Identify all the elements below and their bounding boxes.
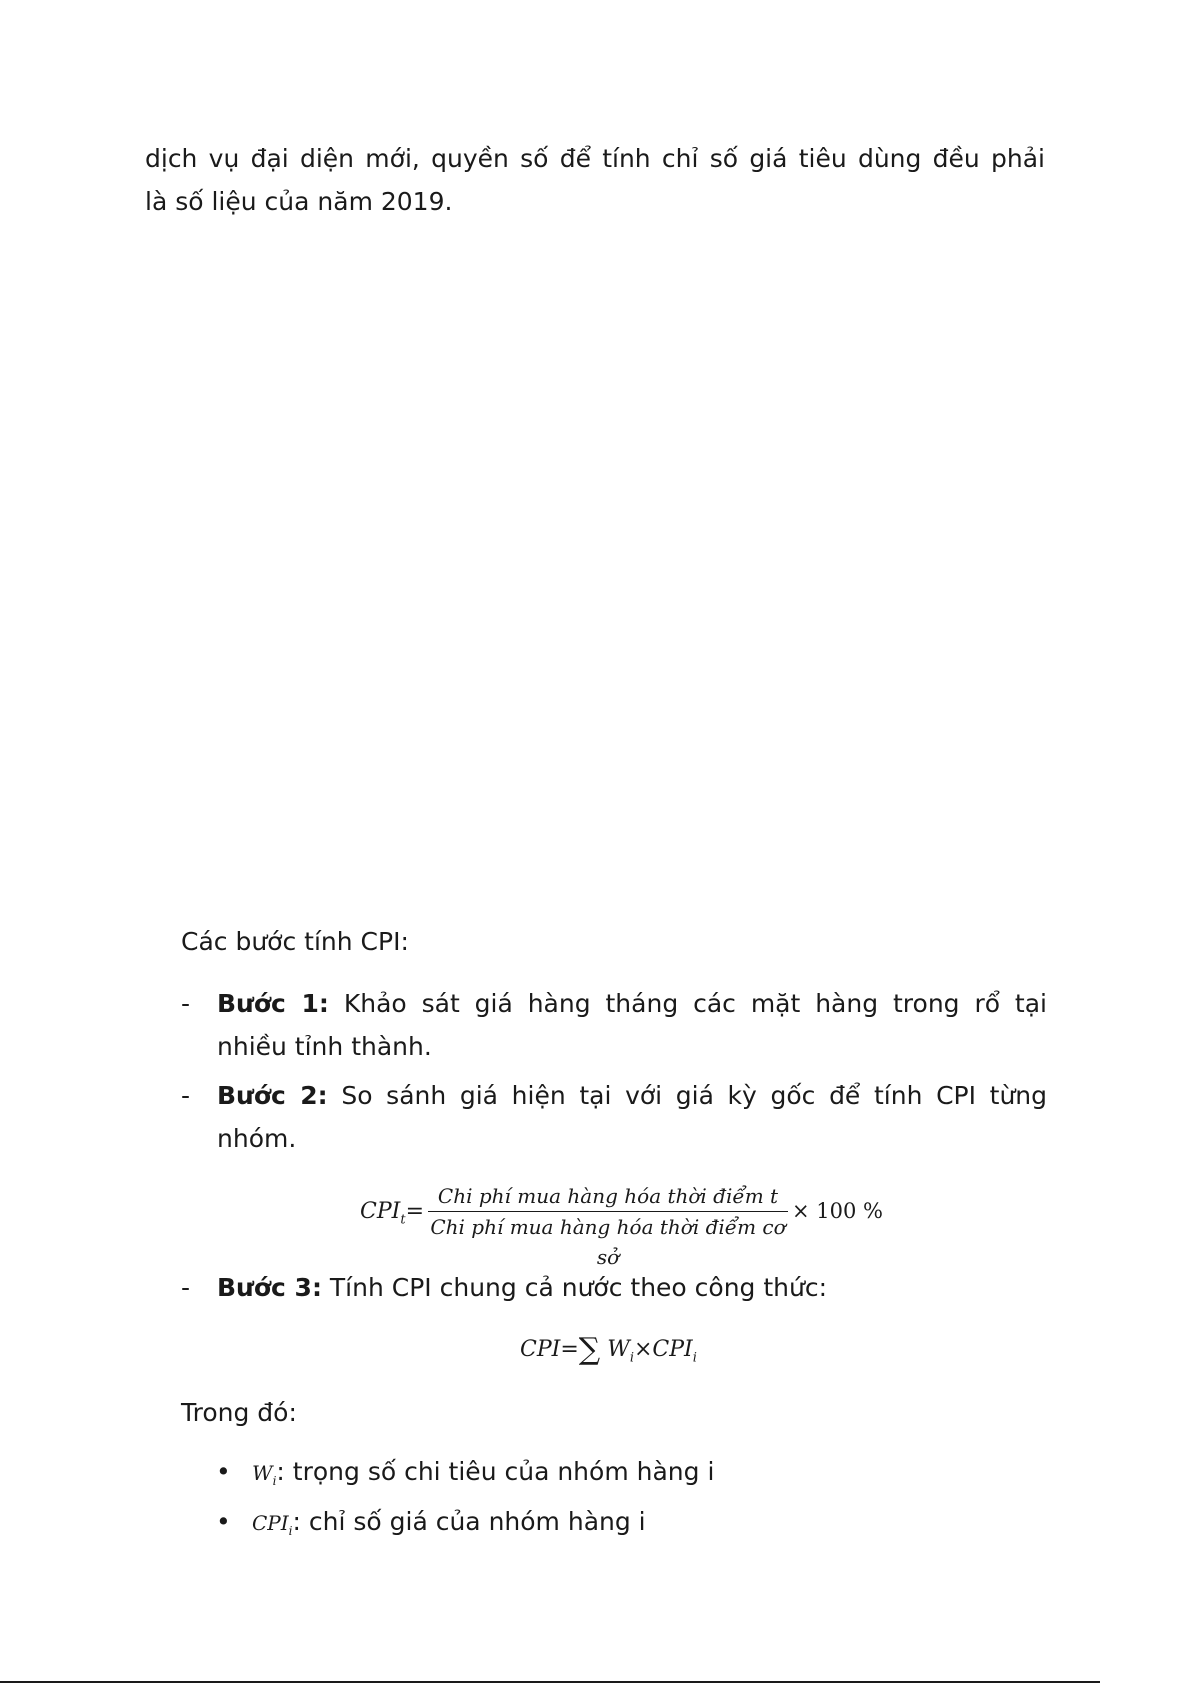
definition-symbol: $W_i$ (252, 1461, 277, 1488)
step-label: Bước 3: (217, 1273, 322, 1302)
definition-text: : chỉ số giá của nhóm hàng i (292, 1507, 646, 1536)
formula-lhs: $CPI_t=$ (360, 1199, 424, 1228)
definition-weight (216, 1450, 714, 1503)
intro-line-2: là số liệu của năm 2019. (145, 187, 453, 216)
step-label: Bước 1: (217, 989, 329, 1018)
intro-paragraph (145, 137, 1045, 223)
definition-group-cpi (216, 1500, 646, 1553)
formula-numerator: Chi phí mua hàng hóa thời điểm t (428, 1182, 788, 1212)
cpi-t-formula (360, 1182, 883, 1269)
dash-marker: - (181, 989, 191, 1018)
step-3 (181, 1266, 1047, 1309)
step-text: Khảo sát giá hàng tháng các mặt hàng trong rổ tại (343, 989, 1048, 1018)
step-text-continued: nhóm. (217, 1124, 297, 1153)
intro-line-1: dịch vụ đại diện mới, quyền số để tính chỉ số giá tiêu dùng đều phải (145, 144, 1045, 173)
where-label: Trong đó: (181, 1398, 297, 1427)
cpi-national-formula: CPI=∑ $W_i\times CPI_i$ (520, 1332, 697, 1367)
bullet-marker: • (216, 1457, 231, 1486)
dash-marker: - (181, 1273, 191, 1302)
formula-denominator: Chi phí mua hàng hóa thời điểm cơ sở (430, 1215, 786, 1269)
step-text-continued: nhiều tỉnh thành. (217, 1032, 432, 1061)
bullet-marker: • (216, 1507, 231, 1536)
sum-symbol: ∑ (578, 1332, 601, 1367)
dash-marker: - (181, 1081, 191, 1110)
step-1 (181, 982, 1047, 1068)
formula-fraction (428, 1182, 788, 1272)
page-bottom-rule (0, 1681, 1100, 1683)
step-label: Bước 2: (217, 1081, 328, 1110)
formula-multiplier: × 100 % (792, 1199, 883, 1223)
steps-heading: Các bước tính CPI: (181, 927, 409, 956)
step-text: Tính CPI chung cả nước theo công thức: (329, 1273, 828, 1302)
definition-symbol: $CPI_i$ (252, 1511, 293, 1538)
definition-text: : trọng số chi tiêu của nhóm hàng i (276, 1457, 715, 1486)
step-text: So sánh giá hiện tại với giá kỳ gốc để tính CPI từng (341, 1081, 1048, 1110)
step-2 (181, 1074, 1047, 1160)
